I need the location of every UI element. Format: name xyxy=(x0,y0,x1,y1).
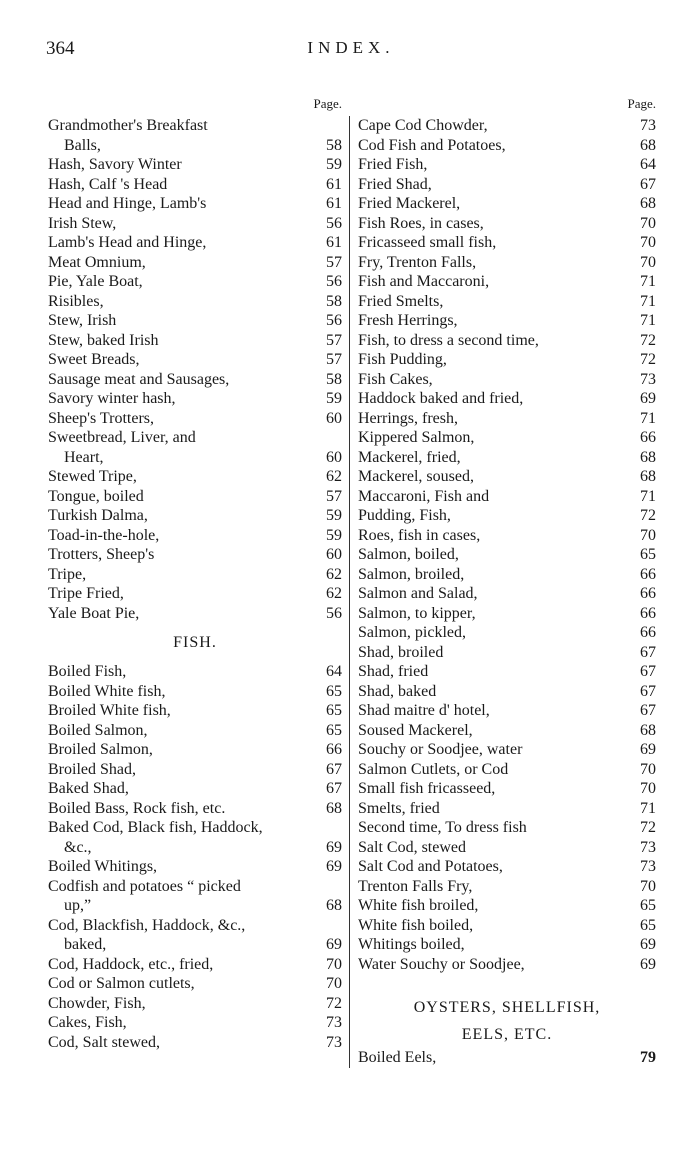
entry-page-number: 70 xyxy=(326,975,342,992)
entry-page-number: 68 xyxy=(640,721,656,739)
entry-text: Sheep's Trotters, xyxy=(48,409,155,427)
index-entry xyxy=(48,565,342,585)
index-entry xyxy=(48,136,342,156)
index-entry xyxy=(358,779,656,799)
entry-text: Cod Fish and Potatoes, xyxy=(358,136,506,154)
section-heading-eels: EELS, ETC. xyxy=(461,1025,553,1043)
entry-text: White fish broiled, xyxy=(358,897,479,914)
index-entry xyxy=(358,662,656,682)
index-entry xyxy=(48,682,342,702)
entry-text: Baked Shad, xyxy=(48,780,129,797)
entry-page-number: 70 xyxy=(640,214,656,232)
entry-page-number: 70 xyxy=(640,760,656,778)
index-entry xyxy=(48,214,342,234)
index-entry xyxy=(358,292,656,312)
index-entry xyxy=(358,409,656,429)
index-entry xyxy=(358,916,656,936)
entry-text: Risibles, xyxy=(48,292,104,310)
index-entry xyxy=(48,428,342,448)
entry-text: Salmon, to kipper, xyxy=(358,604,476,622)
fish-index-list xyxy=(48,662,342,1052)
entry-page-number: 66 xyxy=(640,429,656,446)
entry-page-number: 66 xyxy=(640,624,656,641)
entry-page-number: 70 xyxy=(640,780,656,797)
entry-page-number: 73 xyxy=(640,858,656,875)
entry-text: Fried Fish, xyxy=(358,156,428,173)
entry-page-number: 58 xyxy=(326,370,342,388)
index-entry xyxy=(358,935,656,955)
entry-text: Codfish and potatoes “ picked xyxy=(48,877,241,895)
entry-text: Fish Roes, in cases, xyxy=(358,214,484,232)
entry-page-number: 64 xyxy=(640,156,656,173)
entry-text: Shad, fried xyxy=(358,663,429,680)
entry-page-number: 68 xyxy=(640,468,656,485)
entry-text: Boiled Salmon, xyxy=(48,721,148,739)
entry-text: Souchy or Soodjee, water xyxy=(358,741,523,758)
index-entry xyxy=(48,175,342,195)
entry-page-number: 60 xyxy=(326,448,342,466)
index-entry xyxy=(358,565,656,585)
entry-page-number: 59 xyxy=(326,390,342,407)
entry-page-number: 68 xyxy=(640,448,656,466)
entry-page-number: 61 xyxy=(326,195,342,212)
entry-text: Small fish fricasseed, xyxy=(358,780,496,797)
entry-text: Shad, baked xyxy=(358,682,437,700)
entry-page-number: 56 xyxy=(326,604,342,622)
entry-page-number: 58 xyxy=(326,136,342,154)
entry-text: Fish Pudding, xyxy=(358,351,447,368)
index-entry xyxy=(48,487,342,507)
index-entry xyxy=(358,643,656,663)
entry-page-number: 69 xyxy=(640,390,656,407)
entry-text: Maccaroni, Fish and xyxy=(358,487,490,505)
index-entry xyxy=(358,584,656,604)
index-entry xyxy=(48,1033,342,1053)
page-header xyxy=(46,38,656,68)
entry-page-number: 56 xyxy=(326,214,342,232)
entry-page-number: 65 xyxy=(326,682,342,700)
index-entry xyxy=(48,272,342,292)
entry-page-number: 72 xyxy=(640,331,656,349)
entry-text: Salmon and Salad, xyxy=(358,585,478,602)
entry-text: Kippered Salmon, xyxy=(358,429,475,446)
entry-page-number: 68 xyxy=(640,195,656,212)
index-entry xyxy=(358,350,656,370)
entry-page-number: 71 xyxy=(640,409,656,427)
entry-page-number: 66 xyxy=(326,741,342,758)
entry-page-number: 70 xyxy=(326,955,342,973)
entry-page-number: 66 xyxy=(640,585,656,602)
index-entry xyxy=(48,662,342,682)
entry-text: Salmon Cutlets, or Cod xyxy=(358,760,509,778)
index-entry xyxy=(48,760,342,780)
entry-text: Fish Cakes, xyxy=(358,370,433,388)
entry-text: Sausage meat and Sausages, xyxy=(48,370,230,388)
entry-page-number: 69 xyxy=(640,955,656,973)
entry-text: Salt Cod, stewed xyxy=(358,838,466,856)
index-entry xyxy=(358,857,656,877)
entry-page-number: 71 xyxy=(640,292,656,310)
index-entry xyxy=(48,974,342,994)
index-entry xyxy=(48,857,342,877)
index-entry xyxy=(48,779,342,799)
entry-text: Fried Mackerel, xyxy=(358,195,461,212)
index-entry xyxy=(358,838,656,858)
entry-page-number: 57 xyxy=(326,253,342,271)
index-entry xyxy=(48,1013,342,1033)
entry-text: Cakes, Fish, xyxy=(48,1014,127,1031)
entry-text: Soused Mackerel, xyxy=(358,721,473,739)
entry-text: Broiled Shad, xyxy=(48,760,136,778)
entry-page-number: 57 xyxy=(326,487,342,505)
entry-page-number: 67 xyxy=(640,682,656,700)
entry-page-number: 67 xyxy=(640,702,656,719)
entry-text: Boiled Whitings, xyxy=(48,858,158,875)
index-entry xyxy=(48,916,342,936)
entry-text: Balls, xyxy=(64,136,101,154)
entry-page-number: 72 xyxy=(326,994,342,1012)
index-entry xyxy=(358,545,656,565)
index-entry xyxy=(358,467,656,487)
entry-text: Fish and Maccaroni, xyxy=(358,273,490,290)
entry-text: Fried Smelts, xyxy=(358,292,444,310)
entry-text: Second time, To dress fish xyxy=(358,819,527,836)
entry-text: Salmon, broiled, xyxy=(358,565,465,583)
entry-text: Stew, Irish xyxy=(48,312,117,329)
index-entry xyxy=(358,682,656,702)
shellfish-index-list xyxy=(358,1048,656,1068)
left-index-list xyxy=(48,116,342,623)
entry-page-number: 60 xyxy=(326,546,342,563)
entry-text: Stew, baked Irish xyxy=(48,331,159,349)
entry-text: Lamb's Head and Hinge, xyxy=(48,234,207,251)
index-entry xyxy=(48,994,342,1014)
entry-text: Tripe, xyxy=(48,565,87,583)
section-heading-oysters: OYSTERS, SHELLFISH, xyxy=(413,998,601,1016)
entry-text: Fish, to dress a second time, xyxy=(358,331,539,349)
index-entry xyxy=(48,818,342,838)
entry-page-number: 71 xyxy=(640,312,656,329)
entry-page-number: 56 xyxy=(326,312,342,329)
entry-page-number: 69 xyxy=(326,936,342,953)
entry-text: Hash, Savory Winter xyxy=(48,156,182,173)
entry-text: up,” xyxy=(64,897,92,914)
entry-page-number: 69 xyxy=(640,936,656,953)
index-entry xyxy=(48,935,342,955)
entry-page-number: 62 xyxy=(326,585,342,602)
entry-text: Head and Hinge, Lamb's xyxy=(48,195,207,212)
entry-text: Stewed Tripe, xyxy=(48,468,137,485)
entry-text: Cod, Salt stewed, xyxy=(48,1033,160,1051)
entry-text: Grandmother's Breakfast xyxy=(48,117,208,134)
right-column xyxy=(358,92,656,1067)
entry-page-number: 65 xyxy=(640,546,656,563)
left-column xyxy=(48,92,342,1052)
entry-text: Trenton Falls Fry, xyxy=(358,877,473,895)
entry-text: Fricasseed small fish, xyxy=(358,234,497,251)
entry-page-number: 73 xyxy=(326,1014,342,1031)
entry-text: Whitings boiled, xyxy=(358,936,465,953)
index-entry xyxy=(358,526,656,546)
index-entry xyxy=(48,448,342,468)
index-entry xyxy=(48,506,342,526)
entry-text: Fresh Herrings, xyxy=(358,312,458,329)
index-entry xyxy=(358,701,656,721)
index-entry xyxy=(48,194,342,214)
entry-page-number: 68 xyxy=(640,136,656,154)
index-entry xyxy=(48,116,342,136)
entry-text: Sweet Breads, xyxy=(48,351,140,368)
entry-text: Mackerel, fried, xyxy=(358,448,461,466)
entry-page-number: 59 xyxy=(326,526,342,544)
index-entry xyxy=(48,955,342,975)
entry-page-number: 57 xyxy=(326,351,342,368)
index-entry xyxy=(358,604,656,624)
index-entry xyxy=(48,721,342,741)
entry-text: &c., xyxy=(64,838,92,856)
entry-text: Salmon, boiled, xyxy=(358,546,459,563)
index-entry xyxy=(48,155,342,175)
entry-text: Shad maitre d' hotel, xyxy=(358,702,490,719)
index-entry xyxy=(358,311,656,331)
entry-page-number: 57 xyxy=(326,331,342,349)
entry-page-number: 61 xyxy=(326,175,342,193)
column-divider xyxy=(349,116,350,1068)
entry-text: Boiled Eels, xyxy=(358,1048,437,1066)
entry-text: Hash, Calf 's Head xyxy=(48,175,168,193)
entry-text: Boiled White fish, xyxy=(48,682,166,700)
index-entry xyxy=(48,701,342,721)
entry-text: Herrings, fresh, xyxy=(358,409,458,427)
index-entry xyxy=(48,838,342,858)
entry-text: baked, xyxy=(64,936,107,953)
entry-text: Cod, Haddock, etc., fried, xyxy=(48,955,214,973)
index-entry xyxy=(48,233,342,253)
index-entry xyxy=(48,409,342,429)
entry-page-number: 72 xyxy=(640,507,656,524)
entry-page-number: 60 xyxy=(326,409,342,427)
entry-text: Mackerel, soused, xyxy=(358,468,474,485)
entry-page-number: 59 xyxy=(326,156,342,173)
index-entry xyxy=(358,1048,656,1068)
entry-text: Baked Cod, Black fish, Haddock, xyxy=(48,819,263,836)
index-entry xyxy=(48,740,342,760)
entry-page-number: 67 xyxy=(326,760,342,778)
section-heading-fish: FISH. xyxy=(173,634,217,651)
entry-page-number: 61 xyxy=(326,234,342,251)
entry-text: Trotters, Sheep's xyxy=(48,546,155,563)
entry-text: Tripe Fried, xyxy=(48,585,124,602)
index-entry xyxy=(48,350,342,370)
entry-page-number: 67 xyxy=(640,663,656,680)
entry-page-number: 69 xyxy=(326,838,342,856)
entry-page-number: 68 xyxy=(326,799,342,817)
entry-page-number: 73 xyxy=(640,838,656,856)
entry-page-number: 56 xyxy=(326,273,342,290)
entry-page-number: 66 xyxy=(640,565,656,583)
entry-page-number: 67 xyxy=(640,175,656,193)
index-entry xyxy=(48,877,342,897)
entry-text: Meat Omnium, xyxy=(48,253,146,271)
entry-text: Roes, fish in cases, xyxy=(358,526,481,544)
entry-text: White fish boiled, xyxy=(358,916,474,934)
index-entry xyxy=(358,896,656,916)
entry-page-number: 65 xyxy=(640,897,656,914)
entry-text: Tongue, boiled xyxy=(48,487,144,505)
entry-page-number: 68 xyxy=(326,897,342,914)
index-entry xyxy=(48,253,342,273)
entry-text: Boiled Bass, Rock fish, etc. xyxy=(48,799,226,817)
entry-page-number: 64 xyxy=(326,663,342,680)
entry-page-number: 72 xyxy=(640,351,656,368)
entry-text: Salmon, pickled, xyxy=(358,624,466,641)
index-entry xyxy=(358,155,656,175)
entry-text: Shad, broiled xyxy=(358,643,444,661)
index-entry xyxy=(48,526,342,546)
entry-page-number: 73 xyxy=(326,1033,342,1051)
page-column-header: Page. xyxy=(313,96,342,111)
entry-text: Haddock baked and fried, xyxy=(358,390,524,407)
index-entry xyxy=(358,740,656,760)
entry-text: Sweetbread, Liver, and xyxy=(48,429,196,446)
entry-page-number: 73 xyxy=(640,370,656,388)
index-entry xyxy=(358,370,656,390)
entry-text: Smelts, fried xyxy=(358,799,440,817)
entry-page-number: 72 xyxy=(640,819,656,836)
index-entry xyxy=(358,448,656,468)
index-entry xyxy=(358,136,656,156)
page-title: INDEX. xyxy=(307,38,395,57)
entry-text: Heart, xyxy=(64,448,104,466)
index-entry xyxy=(358,214,656,234)
entry-page-number: 65 xyxy=(640,916,656,934)
index-entry xyxy=(358,253,656,273)
index-entry xyxy=(358,116,656,136)
entry-page-number: 70 xyxy=(640,253,656,271)
entry-text: Pie, Yale Boat, xyxy=(48,273,143,290)
entry-page-number: 69 xyxy=(640,741,656,758)
entry-page-number: 69 xyxy=(326,858,342,875)
index-entry xyxy=(48,467,342,487)
entry-text: Turkish Dalma, xyxy=(48,507,148,524)
index-entry xyxy=(358,175,656,195)
index-entry xyxy=(358,506,656,526)
index-entry xyxy=(48,545,342,565)
index-entry xyxy=(48,604,342,624)
index-entry xyxy=(358,331,656,351)
entry-text: Fried Shad, xyxy=(358,175,432,193)
index-entry xyxy=(358,721,656,741)
index-entry xyxy=(48,896,342,916)
entry-page-number: 58 xyxy=(326,292,342,310)
entry-page-number: 62 xyxy=(326,565,342,583)
entry-text: Boiled Fish, xyxy=(48,663,127,680)
index-entry xyxy=(48,799,342,819)
index-entry xyxy=(358,428,656,448)
index-entry xyxy=(358,487,656,507)
entry-page-number: 71 xyxy=(640,487,656,505)
entry-text: Broiled Salmon, xyxy=(48,741,153,758)
entry-text: Irish Stew, xyxy=(48,214,117,232)
entry-text: Fry, Trenton Falls, xyxy=(358,253,477,271)
entry-text: Cod or Salmon cutlets, xyxy=(48,975,195,992)
right-index-list xyxy=(358,116,656,974)
index-entry xyxy=(358,233,656,253)
entry-page-number: 65 xyxy=(326,702,342,719)
entry-text: Yale Boat Pie, xyxy=(48,604,140,622)
entry-page-number: 70 xyxy=(640,526,656,544)
index-entry xyxy=(48,389,342,409)
entry-page-number: 59 xyxy=(326,507,342,524)
index-entry xyxy=(48,370,342,390)
entry-page-number: 70 xyxy=(640,877,656,895)
page-number: 364 xyxy=(46,38,75,59)
entry-page-number: 73 xyxy=(640,117,656,134)
index-entry xyxy=(358,623,656,643)
index-entry xyxy=(358,272,656,292)
index-entry xyxy=(358,877,656,897)
index-entry xyxy=(48,292,342,312)
index-entry xyxy=(48,584,342,604)
entry-page-number: 70 xyxy=(640,234,656,251)
entry-page-number: 67 xyxy=(640,643,656,661)
page-column-header: Page. xyxy=(627,96,656,111)
index-entry xyxy=(358,799,656,819)
index-entry xyxy=(358,955,656,975)
index-entry xyxy=(48,311,342,331)
entry-page-number: 66 xyxy=(640,604,656,622)
entry-text: Pudding, Fish, xyxy=(358,507,451,524)
entry-page-number: 65 xyxy=(326,721,342,739)
entry-text: Savory winter hash, xyxy=(48,390,176,407)
entry-page-number: 62 xyxy=(326,468,342,485)
entry-text: Water Souchy or Soodjee, xyxy=(358,955,525,973)
entry-text: Salt Cod and Potatoes, xyxy=(358,858,503,875)
entry-page-number: 67 xyxy=(326,780,342,797)
entry-text: Broiled White fish, xyxy=(48,702,171,719)
index-entry xyxy=(358,194,656,214)
index-entry xyxy=(358,818,656,838)
entry-page-number: 71 xyxy=(640,273,656,290)
entry-text: Chowder, Fish, xyxy=(48,994,146,1012)
entry-text: Cod, Blackfish, Haddock, &c., xyxy=(48,916,246,934)
entry-text: Toad-in-the-hole, xyxy=(48,526,160,544)
entry-text: Cape Cod Chowder, xyxy=(358,117,488,134)
index-entry xyxy=(358,389,656,409)
entry-page-number: 71 xyxy=(640,799,656,817)
entry-page-number: 79 xyxy=(640,1048,656,1066)
index-entry xyxy=(48,331,342,351)
index-entry xyxy=(358,760,656,780)
